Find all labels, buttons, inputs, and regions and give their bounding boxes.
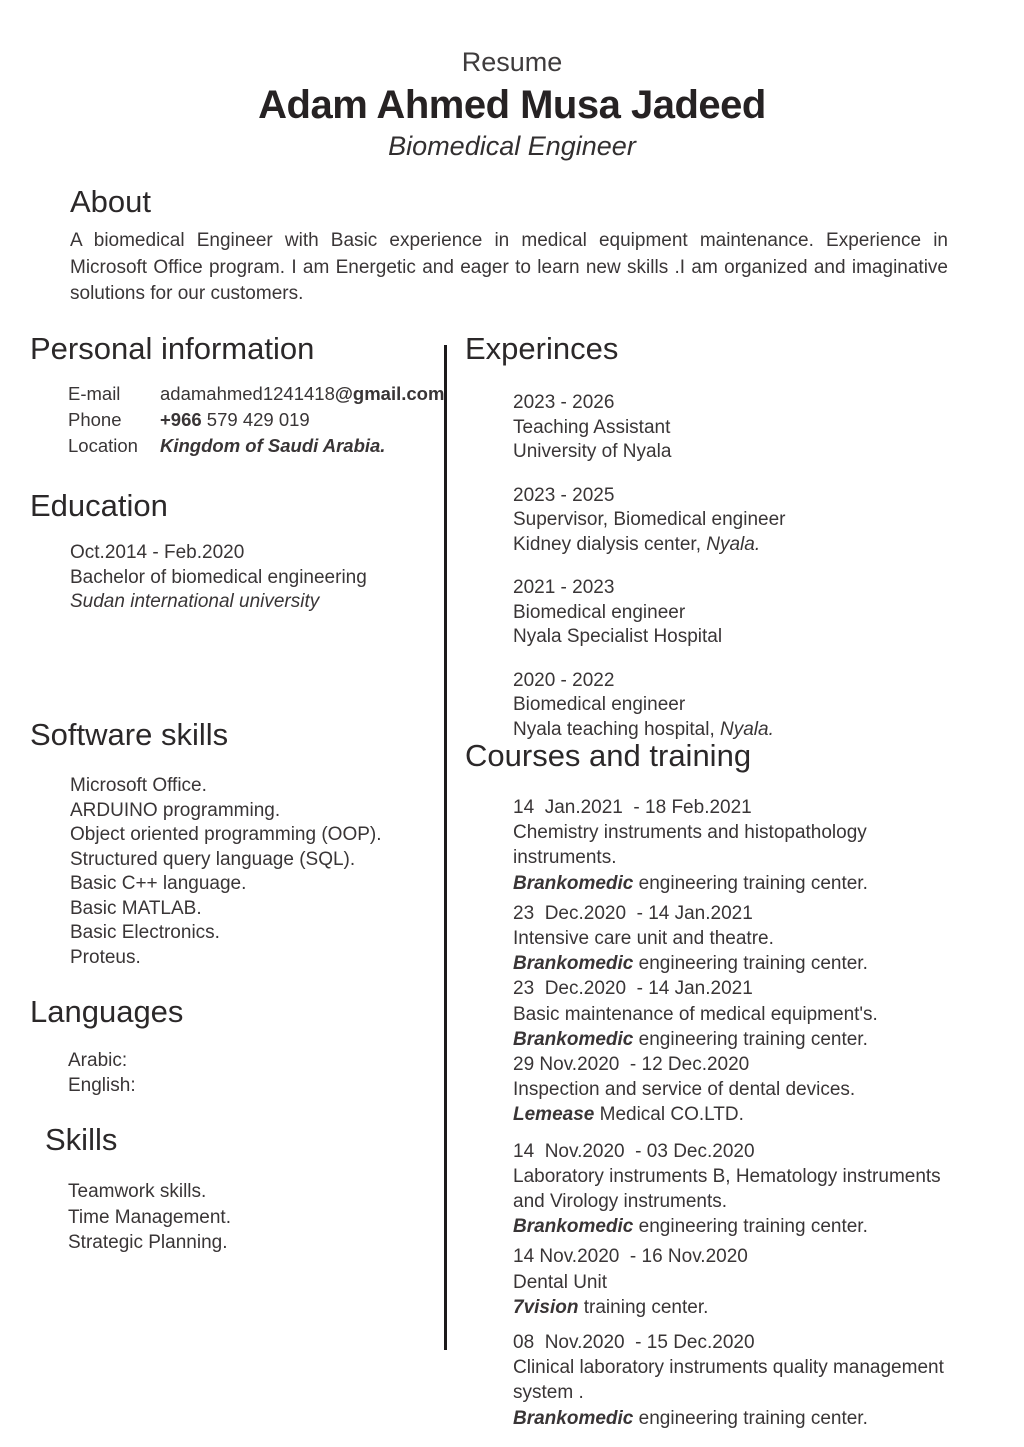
course-title: Chemistry instruments and histopathology instruments.: [513, 822, 867, 869]
experience-period: 2021 - 2023: [513, 577, 615, 598]
course-period: 14 Nov.2020 - 16 Nov.2020: [513, 1246, 748, 1268]
email-label: E-mail: [68, 383, 121, 404]
education-school: Sudan international university: [70, 591, 320, 612]
experience-org-text: Nyala Specialist Hospital: [513, 626, 723, 647]
education-degree: Bachelor of biomedical engineering: [70, 566, 367, 588]
experience-entry: [513, 669, 975, 743]
section-courses-and-training: [465, 737, 975, 1431]
course-provider-rest: engineering training center.: [633, 1407, 868, 1429]
experience-role: Supervisor, Biomedical engineer: [513, 509, 786, 530]
experience-org-text: Nyala teaching hospital,: [513, 718, 721, 740]
personal-information-heading: Personal information: [30, 331, 315, 366]
phone-number: 579 429 019: [201, 409, 310, 430]
section-about: [70, 183, 948, 308]
software-skill-item: Basic C++ language.: [70, 873, 247, 894]
course-provider-line: [513, 1214, 948, 1239]
education-period: Oct.2014 - Feb.2020: [70, 542, 245, 563]
course-provider-rest: Medical CO.LTD.: [594, 1104, 744, 1126]
skill-item: Strategic Planning.: [68, 1232, 228, 1253]
course-provider: Brankomedic: [513, 872, 634, 894]
experiences-list: [513, 391, 975, 742]
course-provider-rest: engineering training center.: [633, 872, 868, 894]
course-provider-line: [513, 1102, 948, 1127]
course-provider-rest: engineering training center.: [633, 1216, 868, 1238]
course-provider-line: [513, 871, 948, 896]
personal-information-rows: [68, 381, 445, 459]
course-provider-rest: engineering training center.: [633, 953, 868, 975]
software-skill-item: Object oriented programming (OOP).: [70, 824, 382, 845]
phone-country-code: +966: [160, 409, 202, 430]
skill-item: Time Management.: [68, 1206, 231, 1228]
course-provider: Brankomedic: [513, 1407, 634, 1429]
course-period: 23 Dec.2020 - 14 Jan.2021: [513, 902, 753, 924]
course-title: Dental Unit: [513, 1271, 607, 1293]
experience-entry: [513, 576, 975, 650]
personal-row-email: [68, 381, 445, 407]
software-skills-heading: Software skills: [30, 717, 229, 752]
location-value: Kingdom of Saudi Arabia.: [160, 435, 386, 456]
language-item: English:: [68, 1074, 136, 1096]
course-period: 23 Dec.2020 - 14 Jan.2021: [513, 978, 753, 1000]
course-provider: Brankomedic: [513, 1028, 634, 1050]
section-personal-information: [30, 330, 445, 459]
languages-list: [68, 1049, 442, 1098]
experience-org-text: University of Nyala: [513, 441, 672, 462]
experience-org: [513, 440, 975, 465]
course-provider: 7vision: [513, 1296, 579, 1318]
course-provider-rest: engineering training center.: [633, 1028, 868, 1050]
section-skills: [45, 1121, 442, 1256]
software-skill-item: Microsoft Office.: [70, 775, 207, 796]
course-provider-line: [513, 1027, 948, 1052]
personal-row-location: [68, 433, 442, 459]
course-title: Intensive care unit and theatre.: [513, 928, 774, 950]
course-period: 14 Jan.2021 - 18 Feb.2021: [513, 797, 752, 818]
experience-entry: [513, 391, 975, 465]
course-entry: [513, 1244, 948, 1320]
experience-role: Biomedical engineer: [513, 694, 686, 715]
language-item: Arabic:: [68, 1050, 128, 1071]
course-entry: [513, 795, 948, 896]
skill-item: Teamwork skills.: [68, 1181, 207, 1202]
doc-label: Resume: [461, 47, 563, 77]
experience-org-text: Kidney dialysis center,: [513, 533, 707, 555]
software-skill-item: ARDUINO programming.: [70, 799, 281, 821]
course-provider-rest: training center.: [578, 1296, 709, 1318]
experience-period: 2023 - 2025: [513, 484, 615, 506]
experiences-heading: Experinces: [465, 331, 619, 366]
course-provider-line: [513, 1295, 948, 1320]
courses-list: [513, 795, 948, 1431]
course-entry: [513, 976, 948, 1052]
email-value: [160, 381, 444, 407]
course-entry: [513, 1139, 948, 1240]
course-provider: Brankomedic: [513, 1216, 634, 1238]
course-entry: [513, 901, 948, 977]
software-skill-item: Basic Electronics.: [70, 922, 220, 943]
experience-period: 2020 - 2022: [513, 669, 615, 691]
course-title: Basic maintenance of medical equipment's.: [513, 1003, 878, 1025]
location-label: Location: [68, 435, 138, 456]
experience-entry: [513, 484, 975, 558]
experience-role: Teaching Assistant: [513, 416, 671, 438]
experience-period: 2023 - 2026: [513, 392, 615, 413]
section-experiences: [465, 330, 975, 761]
course-provider-line: [513, 1406, 948, 1431]
software-skills-list: [70, 774, 442, 970]
course-provider-line: [513, 951, 948, 976]
skills-heading: Skills: [45, 1122, 118, 1157]
education-entry: [70, 541, 442, 615]
experience-org-city: Nyala.: [706, 533, 761, 555]
about-text: A biomedical Engineer with Basic experience in medical equipment maintenance. Experience in Microsoft Office program. I am Energetic and eager to learn new skills .I am organized and imaginative solutions for our customers.: [70, 230, 948, 304]
phone-label: Phone: [68, 409, 122, 430]
skills-list: [68, 1179, 442, 1256]
course-period: 29 Nov.2020 - 12 Dec.2020: [513, 1054, 750, 1076]
course-provider: Lemease: [513, 1104, 595, 1126]
course-period: 08 Nov.2020 - 15 Dec.2020: [513, 1332, 755, 1354]
about-heading: About: [70, 184, 152, 219]
education-heading: Education: [30, 488, 168, 523]
personal-row-phone: [68, 407, 442, 433]
course-title: Clinical laboratory instruments quality management system .: [513, 1357, 944, 1404]
languages-heading: Languages: [30, 994, 184, 1029]
experience-org-city: Nyala.: [720, 718, 774, 740]
course-entry: [513, 1330, 948, 1431]
software-skill-item: Basic MATLAB.: [70, 897, 202, 919]
candidate-name: Adam Ahmed Musa Jadeed: [258, 83, 766, 127]
course-provider: Brankomedic: [513, 953, 634, 975]
job-title: Biomedical Engineer: [388, 131, 636, 161]
software-skill-item: Structured query language (SQL).: [70, 848, 356, 870]
course-entry: [513, 1052, 948, 1128]
software-skill-item: Proteus.: [70, 946, 141, 968]
header: [0, 46, 1024, 162]
section-software-skills: [30, 716, 442, 970]
email-domain: @gmail.com: [334, 383, 445, 404]
phone-value: [160, 407, 310, 433]
column-divider: [444, 345, 447, 1350]
experience-org: [513, 625, 975, 650]
course-title: Laboratory instruments B, Hematology instruments and Virology instruments.: [513, 1165, 941, 1213]
course-period: 14 Nov.2020 - 03 Dec.2020: [513, 1140, 755, 1162]
course-title: Inspection and service of dental devices.: [513, 1079, 856, 1101]
section-education: [30, 487, 442, 615]
section-languages: [30, 993, 442, 1098]
email-user: adamahmed1241418: [160, 383, 335, 404]
experience-role: Biomedical engineer: [513, 601, 686, 623]
experience-org: [513, 533, 975, 558]
courses-heading: Courses and training: [465, 738, 752, 773]
